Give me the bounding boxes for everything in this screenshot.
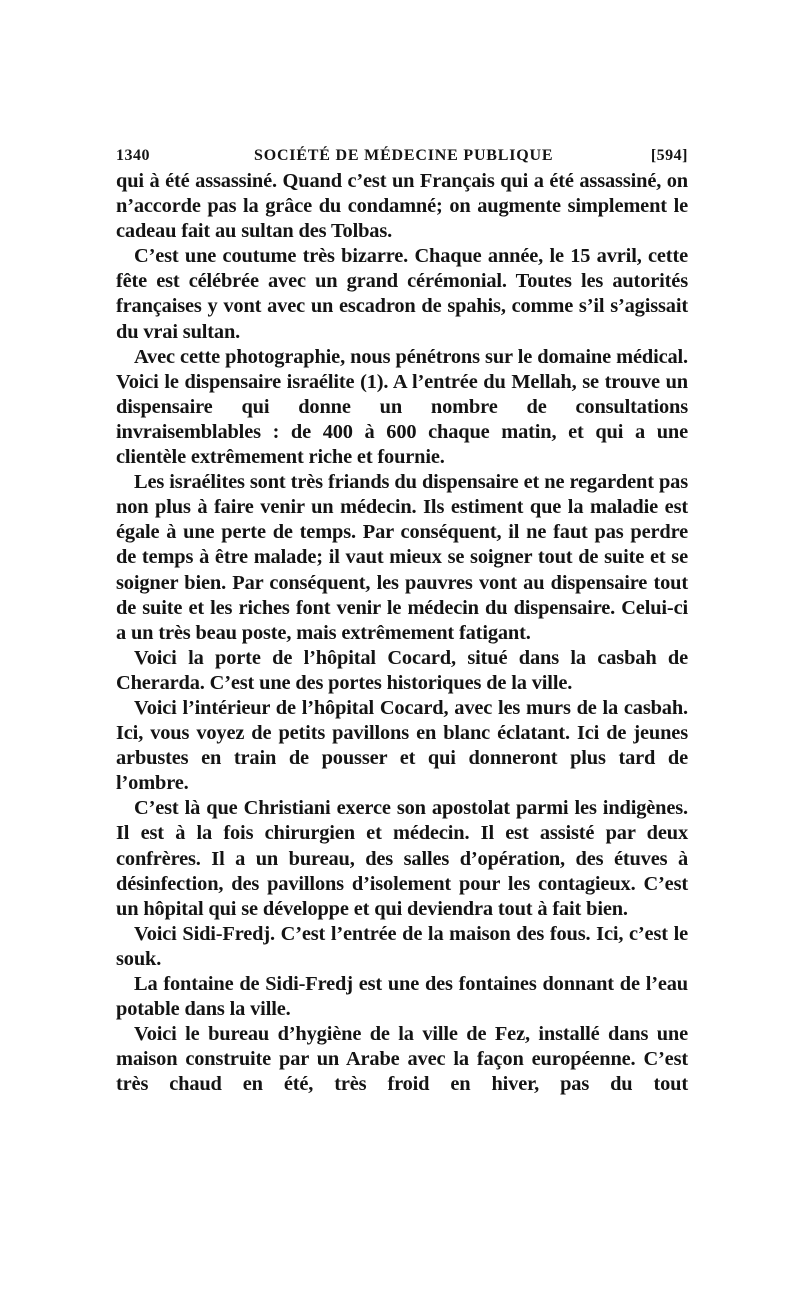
paragraph: Voici la porte de l’hôpital Cocard, situé dans la casbah de Cherarda. C’est une des portes historiques de la ville.	[116, 646, 688, 694]
paragraph: Voici le bureau d’hygiène de la ville de Fez, installé dans une maison construite par un Arabe avec la façon européenne. C’est très chaud en été, très froid en hiver, pas du tout	[116, 1023, 688, 1096]
paragraph: Voici Sidi-Fredj. C’est l’entrée de la maison des fous. Ici, c’est le souk.	[116, 922, 688, 970]
paragraph: qui à été assassiné. Quand c’est un Français qui a été assassiné, on n’accorde pas la grâce du condamné; on augmente simplement le cadeau fait au sultan des Tolbas.	[116, 170, 688, 243]
paragraph: La fontaine de Sidi-Fredj est une des fontaines donnant de l’eau potable dans la ville.	[116, 973, 688, 1021]
paragraph: Les israélites sont très friands du dispensaire et ne regardent pas non plus à faire venir un médecin. Ils estiment que la maladie est égale à une perte de temps. Par conséquent, il ne faut pas perdre de temps à être malade; il vaut mieux se soigner tout de suite et se soigner bien. Par conséquent, les pauvres vont au dispensaire tout de suite et les riches font venir le médecin du dispensaire. Celui-ci a un très beau poste, mais extrêmement fatigant.	[116, 471, 688, 644]
page-number: 1340	[116, 147, 150, 164]
page-reference: [594]	[650, 147, 688, 164]
paragraph: C’est là que Christiani exerce son apostolat parmi les indigènes. Il est à la fois chirurgien et médecin. Il est assisté par deux confrères. Il a un bureau, des salles d’opération, des étuves à désinfection, des pavillons d’isolement pour les contagieux. C’est un hôpital qui se développe et qui deviendra tout à fait bien.	[116, 797, 688, 920]
book-page	[116, 143, 688, 1097]
paragraph: Avec cette photographie, nous pénétrons sur le domaine médical. Voici le dispensaire israélite (1). A l’entrée du Mellah, se trouve un dispensaire qui donne un nombre de consultations invraisemblables : de 400 à 600 chaque matin, et qui a une clientèle extrêmement riche et fournie.	[116, 345, 688, 469]
body-text	[116, 169, 688, 1097]
paragraph: Voici l’intérieur de l’hôpital Cocard, avec les murs de la casbah. Ici, vous voyez de petits pavillons en blanc éclatant. Ici de jeunes arbustes en train de pousser et qui donneront plus tard de l’ombre.	[116, 696, 688, 795]
running-header	[116, 143, 688, 169]
paragraph: C’est une coutume très bizarre. Chaque année, le 15 avril, cette fête est célébrée avec un grand cérémonial. Toutes les autorités françaises y vont avec un escadron de spahis, comme s’il s’agissait du vrai sultan.	[116, 245, 688, 343]
running-title: SOCIÉTÉ DE MÉDECINE PUBLIQUE	[254, 147, 554, 164]
